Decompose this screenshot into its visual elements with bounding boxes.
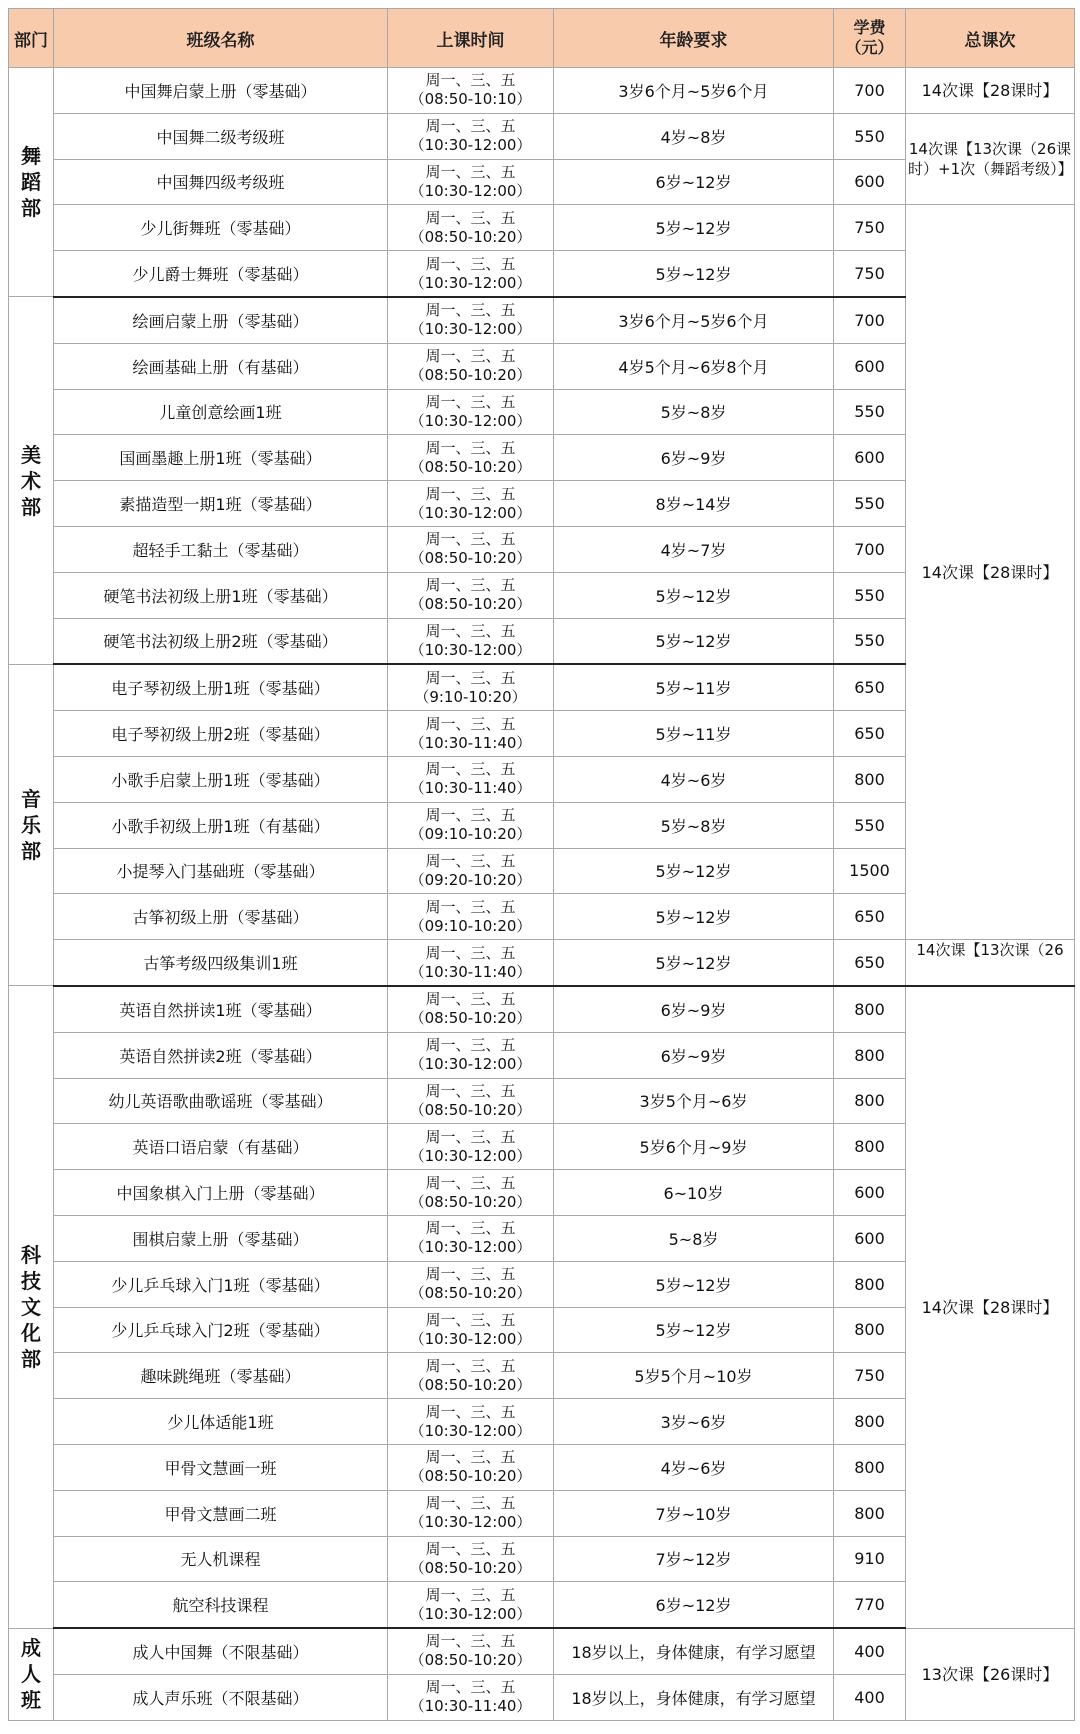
class-hours: （10:30-12:00） [409, 320, 532, 339]
class-time-cell [388, 1674, 554, 1720]
age-requirement-cell: 5岁~12岁 [554, 205, 834, 251]
age-requirement-cell: 6岁~12岁 [554, 159, 834, 205]
table-body [9, 68, 1075, 1721]
tuition-fee-cell: 650 [834, 894, 906, 940]
class-name-cell: 小歌手启蒙上册1班（零基础） [54, 756, 388, 802]
class-hours: （09:10-10:20） [409, 825, 532, 844]
class-name-cell: 国画墨趣上册1班（零基础） [54, 435, 388, 481]
class-days: 周一、三、五 [425, 347, 516, 366]
tuition-fee-cell: 550 [834, 572, 906, 618]
tuition-fee-cell: 800 [834, 1261, 906, 1307]
class-hours: （10:30-12:00） [409, 640, 532, 659]
class-time-cell [388, 940, 554, 986]
age-requirement-cell: 8岁~14岁 [554, 481, 834, 527]
total-sessions-cell: 14次课【13次课（26课时）+1次（舞蹈考级）】 [906, 113, 1075, 205]
class-time-cell [388, 297, 554, 343]
class-name-cell: 少儿体适能1班 [54, 1399, 388, 1445]
age-requirement-cell: 5岁~11岁 [554, 664, 834, 710]
tuition-fee-cell: 550 [834, 481, 906, 527]
class-hours: （10:30-12:00） [409, 273, 532, 292]
class-name-cell: 围棋启蒙上册（零基础） [54, 1215, 388, 1261]
class-hours: （09:20-10:20） [409, 870, 532, 889]
class-name-cell: 少儿街舞班（零基础） [54, 205, 388, 251]
header-name: 班级名称 [54, 9, 388, 68]
department-cell [9, 1628, 54, 1720]
age-requirement-cell: 4岁~6岁 [554, 756, 834, 802]
class-time-cell [388, 711, 554, 757]
tuition-fee-cell: 700 [834, 297, 906, 343]
tuition-fee-cell: 650 [834, 940, 906, 986]
class-time-cell [388, 572, 554, 618]
class-name-cell: 小提琴入门基础班（零基础） [54, 848, 388, 894]
table-row [9, 986, 1075, 1032]
class-name-cell: 硬笔书法初级上册2班（零基础） [54, 618, 388, 664]
class-time-cell [388, 251, 554, 297]
total-sessions-cell: 14次课【28课时】 [906, 68, 1075, 114]
class-hours: （08:50-10:20） [409, 366, 532, 385]
tuition-fee-cell: 400 [834, 1628, 906, 1674]
class-days: 周一、三、五 [425, 484, 516, 503]
class-name-cell: 绘画基础上册（有基础） [54, 343, 388, 389]
class-hours: （08:50-10:20） [409, 1009, 532, 1028]
age-requirement-cell: 5岁~12岁 [554, 572, 834, 618]
class-time-cell [388, 68, 554, 114]
tuition-fee-cell: 550 [834, 618, 906, 664]
age-requirement-cell: 6岁~9岁 [554, 1032, 834, 1078]
tuition-fee-cell: 600 [834, 159, 906, 205]
class-time-cell [388, 1261, 554, 1307]
department-cell [9, 664, 54, 986]
class-time-cell [388, 756, 554, 802]
age-requirement-cell: 4岁~6岁 [554, 1444, 834, 1490]
class-days: 周一、三、五 [425, 301, 516, 320]
class-hours: （10:30-12:00） [409, 1329, 532, 1348]
tuition-fee-cell: 800 [834, 1124, 906, 1170]
age-requirement-cell: 3岁5个月~6岁 [554, 1078, 834, 1124]
class-days: 周一、三、五 [425, 851, 516, 870]
age-requirement-cell: 5岁~12岁 [554, 1261, 834, 1307]
class-days: 周一、三、五 [425, 162, 516, 181]
class-time-cell [388, 894, 554, 940]
age-requirement-cell: 5~8岁 [554, 1215, 834, 1261]
class-name-cell: 英语自然拼读2班（零基础） [54, 1032, 388, 1078]
age-requirement-cell: 7岁~12岁 [554, 1536, 834, 1582]
age-requirement-cell: 6~10岁 [554, 1170, 834, 1216]
age-requirement-cell: 5岁~12岁 [554, 251, 834, 297]
class-time-cell [388, 1032, 554, 1078]
class-days: 周一、三、五 [425, 1356, 516, 1375]
class-name-cell: 少儿爵士舞班（零基础） [54, 251, 388, 297]
class-days: 周一、三、五 [425, 1265, 516, 1284]
class-hours: （08:50-10:20） [409, 1558, 532, 1577]
class-time-cell [388, 481, 554, 527]
class-hours: （08:50-10:20） [409, 1467, 532, 1486]
class-hours: （10:30-11:40） [409, 1697, 532, 1716]
class-name-cell: 英语口语启蒙（有基础） [54, 1124, 388, 1170]
class-time-cell [388, 1399, 554, 1445]
tuition-fee-cell: 550 [834, 802, 906, 848]
total-sessions-cell: 14次课【13次课（26 [906, 940, 1075, 986]
class-days: 周一、三、五 [425, 714, 516, 733]
age-requirement-cell: 5岁~8岁 [554, 802, 834, 848]
table-row [9, 113, 1075, 159]
class-days: 周一、三、五 [425, 1632, 516, 1651]
class-time-cell [388, 435, 554, 481]
class-time-cell [388, 1124, 554, 1170]
tuition-fee-cell: 700 [834, 68, 906, 114]
class-hours: （9:10-10:20） [414, 687, 527, 706]
class-hours: （10:30-12:00） [409, 503, 532, 522]
class-days: 周一、三、五 [425, 1036, 516, 1055]
class-days: 周一、三、五 [425, 1219, 516, 1238]
tuition-fee-cell: 910 [834, 1536, 906, 1582]
class-name-cell: 电子琴初级上册2班（零基础） [54, 711, 388, 757]
age-requirement-cell: 5岁~12岁 [554, 894, 834, 940]
class-name-cell: 小歌手初级上册1班（有基础） [54, 802, 388, 848]
class-hours: （10:30-12:00） [409, 411, 532, 430]
tuition-fee-cell: 750 [834, 1353, 906, 1399]
class-time-cell [388, 1490, 554, 1536]
age-requirement-cell: 6岁~9岁 [554, 435, 834, 481]
class-name-cell: 硬笔书法初级上册1班（零基础） [54, 572, 388, 618]
age-requirement-cell: 4岁~8岁 [554, 113, 834, 159]
class-time-cell [388, 205, 554, 251]
class-days: 周一、三、五 [425, 806, 516, 825]
class-name-cell: 少儿乒乓球入门1班（零基础） [54, 1261, 388, 1307]
class-hours: （08:50-10:20） [409, 1651, 532, 1670]
age-requirement-cell: 18岁以上，身体健康，有学习愿望 [554, 1628, 834, 1674]
class-days: 周一、三、五 [425, 71, 516, 90]
class-name-cell: 航空科技课程 [54, 1582, 388, 1628]
age-requirement-cell: 6岁~12岁 [554, 1582, 834, 1628]
tuition-fee-cell: 700 [834, 526, 906, 572]
class-time-cell [388, 1582, 554, 1628]
class-time-cell [388, 1215, 554, 1261]
table-row [9, 68, 1075, 114]
department-label: 舞蹈部 [21, 144, 41, 221]
class-name-cell: 超轻手工黏土（零基础） [54, 526, 388, 572]
tuition-fee-cell: 800 [834, 1490, 906, 1536]
class-hours: （10:30-11:40） [409, 733, 532, 752]
tuition-fee-cell: 650 [834, 711, 906, 757]
class-time-cell [388, 343, 554, 389]
class-name-cell: 甲骨文慧画二班 [54, 1490, 388, 1536]
class-days: 周一、三、五 [425, 1173, 516, 1192]
class-time-cell [388, 1078, 554, 1124]
age-requirement-cell: 3岁6个月~5岁6个月 [554, 297, 834, 343]
department-label: 音乐部 [21, 787, 41, 864]
table-row [9, 205, 1075, 251]
age-requirement-cell: 3岁6个月~5岁6个月 [554, 68, 834, 114]
tuition-fee-cell: 650 [834, 664, 906, 710]
class-time-cell [388, 618, 554, 664]
class-days: 周一、三、五 [425, 438, 516, 457]
class-hours: （10:30-12:00） [409, 1513, 532, 1532]
tuition-fee-cell: 800 [834, 756, 906, 802]
class-hours: （08:50-10:10） [409, 90, 532, 109]
class-name-cell: 电子琴初级上册1班（零基础） [54, 664, 388, 710]
tuition-fee-cell: 800 [834, 1078, 906, 1124]
tuition-fee-cell: 750 [834, 205, 906, 251]
tuition-fee-cell: 750 [834, 251, 906, 297]
class-hours: （08:50-10:20） [409, 457, 532, 476]
tuition-fee-cell: 800 [834, 1444, 906, 1490]
class-name-cell: 趣味跳绳班（零基础） [54, 1353, 388, 1399]
class-hours: （10:30-11:40） [409, 962, 532, 981]
class-name-cell: 中国象棋入门上册（零基础） [54, 1170, 388, 1216]
class-name-cell: 中国舞四级考级班 [54, 159, 388, 205]
total-sessions-cell: 14次课【28课时】 [906, 205, 1075, 940]
class-name-cell: 素描造型一期1班（零基础） [54, 481, 388, 527]
header-total: 总课次 [906, 9, 1075, 68]
tuition-fee-cell: 600 [834, 435, 906, 481]
class-time-cell [388, 986, 554, 1032]
class-hours: （08:50-10:20） [409, 1100, 532, 1119]
age-requirement-cell: 6岁~9岁 [554, 986, 834, 1032]
class-time-cell [388, 848, 554, 894]
class-days: 周一、三、五 [425, 208, 516, 227]
tuition-fee-cell: 550 [834, 113, 906, 159]
class-name-cell: 中国舞启蒙上册（零基础） [54, 68, 388, 114]
header-fee: 学费（元） [834, 9, 906, 68]
age-requirement-cell: 7岁~10岁 [554, 1490, 834, 1536]
header-age: 年龄要求 [554, 9, 834, 68]
tuition-fee-cell: 550 [834, 389, 906, 435]
tuition-fee-cell: 800 [834, 986, 906, 1032]
class-name-cell: 儿童创意绘画1班 [54, 389, 388, 435]
table-row [9, 1628, 1075, 1674]
class-name-cell: 无人机课程 [54, 1536, 388, 1582]
class-name-cell: 甲骨文慧画一班 [54, 1444, 388, 1490]
total-sessions-cell: 14次课【28课时】 [906, 986, 1075, 1628]
age-requirement-cell: 5岁~11岁 [554, 711, 834, 757]
class-hours: （10:30-12:00） [409, 1146, 532, 1165]
class-days: 周一、三、五 [425, 990, 516, 1009]
class-hours: （08:50-10:20） [409, 227, 532, 246]
total-sessions-cell: 13次课【26课时】 [906, 1628, 1075, 1720]
class-time-cell [388, 1444, 554, 1490]
class-name-cell: 少儿乒乓球入门2班（零基础） [54, 1307, 388, 1353]
class-hours: （08:50-10:20） [409, 1284, 532, 1303]
class-days: 周一、三、五 [425, 668, 516, 687]
class-days: 周一、三、五 [425, 621, 516, 640]
class-hours: （09:10-10:20） [409, 916, 532, 935]
tuition-fee-cell: 400 [834, 1674, 906, 1720]
class-days: 周一、三、五 [425, 897, 516, 916]
class-time-cell [388, 802, 554, 848]
class-hours: （10:30-12:00） [409, 1238, 532, 1257]
class-hours: （10:30-12:00） [409, 181, 532, 200]
header-dept: 部门 [9, 9, 54, 68]
class-hours: （10:30-12:00） [409, 1604, 532, 1623]
class-name-cell: 绘画启蒙上册（零基础） [54, 297, 388, 343]
class-name-cell: 古筝考级四级集训1班 [54, 940, 388, 986]
header-row [9, 9, 1075, 68]
class-name-cell: 成人声乐班（不限基础） [54, 1674, 388, 1720]
class-time-cell [388, 113, 554, 159]
class-hours: （10:30-12:00） [409, 1421, 532, 1440]
class-hours: （08:50-10:20） [409, 1192, 532, 1211]
class-time-cell [388, 1307, 554, 1353]
age-requirement-cell: 5岁~12岁 [554, 940, 834, 986]
class-name-cell: 英语自然拼读1班（零基础） [54, 986, 388, 1032]
class-days: 周一、三、五 [425, 1585, 516, 1604]
class-hours: （10:30-12:00） [409, 136, 532, 155]
class-time-cell [388, 664, 554, 710]
age-requirement-cell: 4岁5个月~6岁8个月 [554, 343, 834, 389]
age-requirement-cell: 4岁~7岁 [554, 526, 834, 572]
class-days: 周一、三、五 [425, 1310, 516, 1329]
age-requirement-cell: 5岁~12岁 [554, 848, 834, 894]
department-label: 美术部 [21, 442, 41, 519]
class-hours: （10:30-11:40） [409, 779, 532, 798]
tuition-fee-cell: 800 [834, 1399, 906, 1445]
department-cell [9, 297, 54, 664]
class-time-cell [388, 1536, 554, 1582]
class-days: 周一、三、五 [425, 1081, 516, 1100]
class-time-cell [388, 1628, 554, 1674]
tuition-fee-cell: 600 [834, 1170, 906, 1216]
class-time-cell [388, 389, 554, 435]
tuition-fee-cell: 600 [834, 343, 906, 389]
class-days: 周一、三、五 [425, 1678, 516, 1697]
class-days: 周一、三、五 [425, 1402, 516, 1421]
class-time-cell [388, 159, 554, 205]
class-time-cell [388, 1170, 554, 1216]
class-days: 周一、三、五 [425, 1127, 516, 1146]
class-hours: （08:50-10:20） [409, 1375, 532, 1394]
department-cell [9, 986, 54, 1628]
class-days: 周一、三、五 [425, 117, 516, 136]
class-days: 周一、三、五 [425, 1448, 516, 1467]
tuition-fee-cell: 600 [834, 1215, 906, 1261]
class-name-cell: 古筝初级上册（零基础） [54, 894, 388, 940]
course-schedule-table [8, 8, 1075, 1721]
class-name-cell: 幼儿英语歌曲歌谣班（零基础） [54, 1078, 388, 1124]
department-cell [9, 68, 54, 297]
tuition-fee-cell: 770 [834, 1582, 906, 1628]
class-days: 周一、三、五 [425, 576, 516, 595]
class-days: 周一、三、五 [425, 760, 516, 779]
class-time-cell [388, 1353, 554, 1399]
department-label: 科技文化部 [21, 1243, 41, 1372]
class-days: 周一、三、五 [425, 530, 516, 549]
age-requirement-cell: 5岁~12岁 [554, 1307, 834, 1353]
class-days: 周一、三、五 [425, 943, 516, 962]
age-requirement-cell: 5岁6个月~9岁 [554, 1124, 834, 1170]
age-requirement-cell: 5岁~12岁 [554, 618, 834, 664]
class-hours: （08:50-10:20） [409, 549, 532, 568]
class-hours: （10:30-12:00） [409, 1055, 532, 1074]
department-label: 成人班 [21, 1636, 41, 1713]
age-requirement-cell: 5岁5个月~10岁 [554, 1353, 834, 1399]
class-name-cell: 成人中国舞（不限基础） [54, 1628, 388, 1674]
table-row [9, 940, 1075, 986]
age-requirement-cell: 3岁~6岁 [554, 1399, 834, 1445]
class-hours: （08:50-10:20） [409, 595, 532, 614]
class-name-cell: 中国舞二级考级班 [54, 113, 388, 159]
header-time: 上课时间 [388, 9, 554, 68]
class-days: 周一、三、五 [425, 392, 516, 411]
class-days: 周一、三、五 [425, 1539, 516, 1558]
class-days: 周一、三、五 [425, 254, 516, 273]
age-requirement-cell: 18岁以上，身体健康，有学习愿望 [554, 1674, 834, 1720]
tuition-fee-cell: 800 [834, 1032, 906, 1078]
age-requirement-cell: 5岁~8岁 [554, 389, 834, 435]
class-days: 周一、三、五 [425, 1494, 516, 1513]
class-time-cell [388, 526, 554, 572]
tuition-fee-cell: 1500 [834, 848, 906, 894]
tuition-fee-cell: 800 [834, 1307, 906, 1353]
